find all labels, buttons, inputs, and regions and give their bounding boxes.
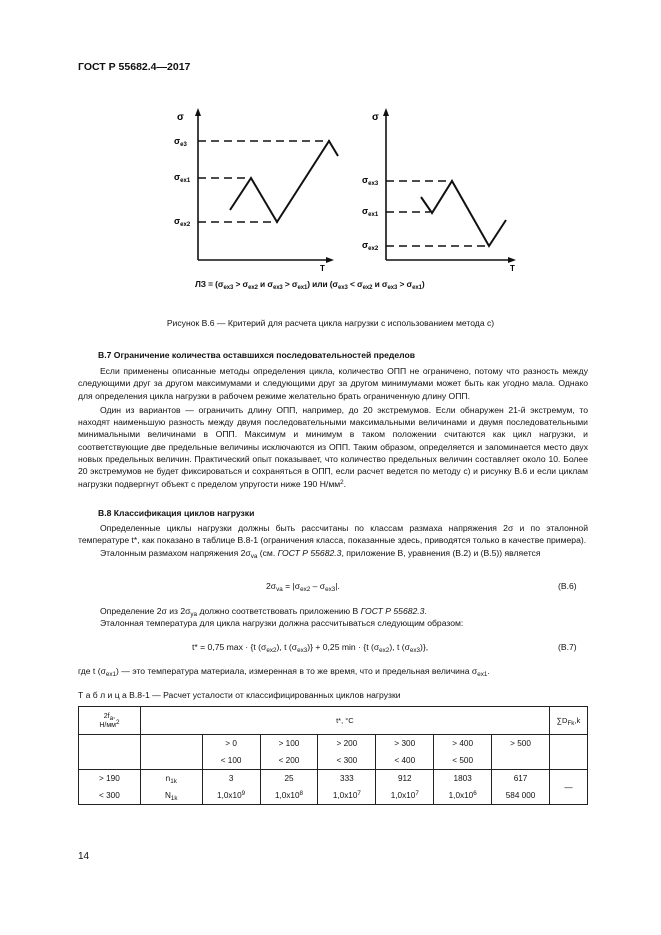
N-value: $1,0x10^8$ [260, 787, 318, 805]
left-load-curve [230, 141, 338, 222]
left-y-label: σ [177, 112, 184, 123]
left-level-ex1: $\sigma_{ex1}$ [174, 172, 191, 184]
table-title: Т а б л и ц а В.8-1 — Расчет усталости от классифицированных циклов нагрузки [78, 690, 401, 700]
temp-col-5-high: < 500 [434, 752, 492, 770]
temp-col-2-high: < 200 [260, 752, 318, 770]
sum-value: — [549, 770, 587, 805]
right-plot [362, 108, 516, 273]
N-value: $1,0x10^6$ [434, 787, 492, 805]
left-level-e3: $\sigma_{e3}$ [174, 136, 187, 148]
figure-caption: Рисунок В.6 — Критерий для расчета цикла нагрузки с использованием метода с) [166, 318, 495, 328]
temp-col-4-low: > 300 [376, 735, 434, 753]
b8-paragraph-4: Эталонная температура для цикла нагрузки должна рассчитываться следующим образом: [100, 618, 464, 629]
b8-paragraph-2: Эталонным размахом напряжения $2\sigma_{va}$ (см. ГОСТ Р 55682.3, приложение В, уравнения (В.2) и (В.5)) является [100, 547, 541, 560]
temp-col-6-low: > 500 [492, 735, 550, 753]
n-value: 333 [318, 770, 376, 788]
row-range-high: < 300 [79, 787, 141, 805]
right-load-curve [421, 181, 506, 246]
N-value: $1,0x10^9$ [202, 787, 260, 805]
N-value: 584 000 [492, 787, 550, 805]
n-value: 617 [492, 770, 550, 788]
temp-col-4-high: < 400 [376, 752, 434, 770]
right-level-ex2: $\sigma_{ex2}$ [362, 240, 379, 252]
temp-col-6-high [492, 752, 550, 770]
document-header: ГОСТ Р 55682.4—2017 [78, 61, 191, 73]
equation-b6: $2\sigma_{va} = |\sigma_{ex2} - \sigma_{ex3}|$. [266, 581, 340, 593]
right-x-label: T [510, 264, 515, 273]
equation-b7: t* = 0,75 max · {t $(\sigma_{ex2})$, t $(\sigma_{ex3})\} + 0,25$ min · {t $(\sigma_{ex2})$, t $(\sigma_{ex3})$}, [192, 642, 429, 654]
page-number: 14 [78, 851, 90, 862]
b8-paragraph-1: Определенные циклы нагрузки должны быть рассчитаны по классам размаха напряжения 2σ и по эталонной температуре t*, как показано в таблице В.8-1 (ограничения класса, показанные здесь, приводятся только в качестве примера). [78, 523, 588, 546]
where-clause: где t $(\sigma_{ex1})$ — это температура материала, измеренная в то же время, что и предельная величина $\sigma_{ex1}$. [78, 666, 490, 678]
N-value: $1,0x10^7$ [318, 787, 376, 805]
left-plot [174, 108, 338, 273]
row-range-low: > 190 [79, 770, 141, 788]
n-value: 25 [260, 770, 318, 788]
fatigue-table [78, 706, 588, 805]
N-value: $1,0x10^7$ [376, 787, 434, 805]
temp-col-2-low: > 100 [260, 735, 318, 753]
equation-b7-number: (В.7) [558, 642, 577, 652]
equation-b6-number: (В.6) [558, 581, 577, 591]
b7-paragraph-1: Если применены описанные методы определения цикла, количество ОПП не ограничено, потому что разность между следующими друг за другом максимумами и следующими друг за другом минимумами может быть как угодно мала. Однако для определения цикла нагрузки в рабочем режиме желательно брать ограниченную длину ОПП. [78, 366, 588, 401]
table-sum-header: $\sum D_{Fk},k$ [549, 707, 587, 735]
temp-col-1-low: > 0 [202, 735, 260, 753]
table-temp-header: t*, °С [140, 707, 549, 735]
N-label: $N_{1k}$ [140, 787, 202, 805]
n-value: 1803 [434, 770, 492, 788]
temp-col-3-low: > 200 [318, 735, 376, 753]
temp-col-3-high: < 300 [318, 752, 376, 770]
b7-paragraph-2: Один из вариантов — ограничить длину ОПП, например, до 20 экстремумов. Если обнаружен 21-й экстремум, то находят наименьшую разность между двумя последовательными максимальными величинами и двумя последовательными минимальными величинами в ОПП. Максимум и минимум в таком положении считаются как цикл нагрузки, и соответствующие две предельные величины исключаются из ОПП. Таким образом, определяется и запоминается место двух новых предельных величин. Практический опыт показывает, что количество предельных величин составляет около 10. Более 20 экстремумов не будет фиксироваться и сохраняться в ОПП, если расчет ведется по методу с) и рисунку В.6 и если циклам нагрузки подвергнут объект с пределом упругости ниже 190 $Н/мм^2$. [78, 404, 588, 489]
figure-b6 [150, 100, 550, 275]
left-level-ex2: $\sigma_{ex2}$ [174, 216, 191, 228]
section-b8-body [78, 522, 588, 559]
right-level-ex3: $\sigma_{ex3}$ [362, 175, 379, 187]
section-b8-heading: В.8 Классификация циклов нагрузки [98, 508, 255, 518]
right-level-ex1: $\sigma_{ex1}$ [362, 206, 379, 218]
n-value: 912 [376, 770, 434, 788]
b8-paragraph-3: Определение 2σ из $2\sigma_{ya}$ должно соответствовать приложению В ГОСТ Р 55682.3. [100, 606, 427, 618]
right-y-label: σ [372, 112, 379, 123]
section-b7-heading: В.7 Ограничение количества оставшихся последовательностей пределов [98, 350, 415, 360]
table-corner-cell: $2f_a$, $Н/мм^2$ [79, 707, 141, 735]
n-label: $n_{1k}$ [140, 770, 202, 788]
temp-col-1-high: < 100 [202, 752, 260, 770]
figure-condition: ЛЗ = ($\sigma_{ex3} > \sigma_{ex2}$ и $\sigma_{ex3} > \sigma_{ex1}$) или ($\sigma_{ex3} < \sigma_{ex2}$ и $\sigma_{ex3} > \sigma_{ex1}$) [195, 279, 425, 291]
left-x-label: T [320, 264, 325, 273]
temp-col-5-low: > 400 [434, 735, 492, 753]
section-b7-body [78, 365, 588, 490]
section-b8-body-2 [78, 605, 588, 630]
n-value: 3 [202, 770, 260, 788]
